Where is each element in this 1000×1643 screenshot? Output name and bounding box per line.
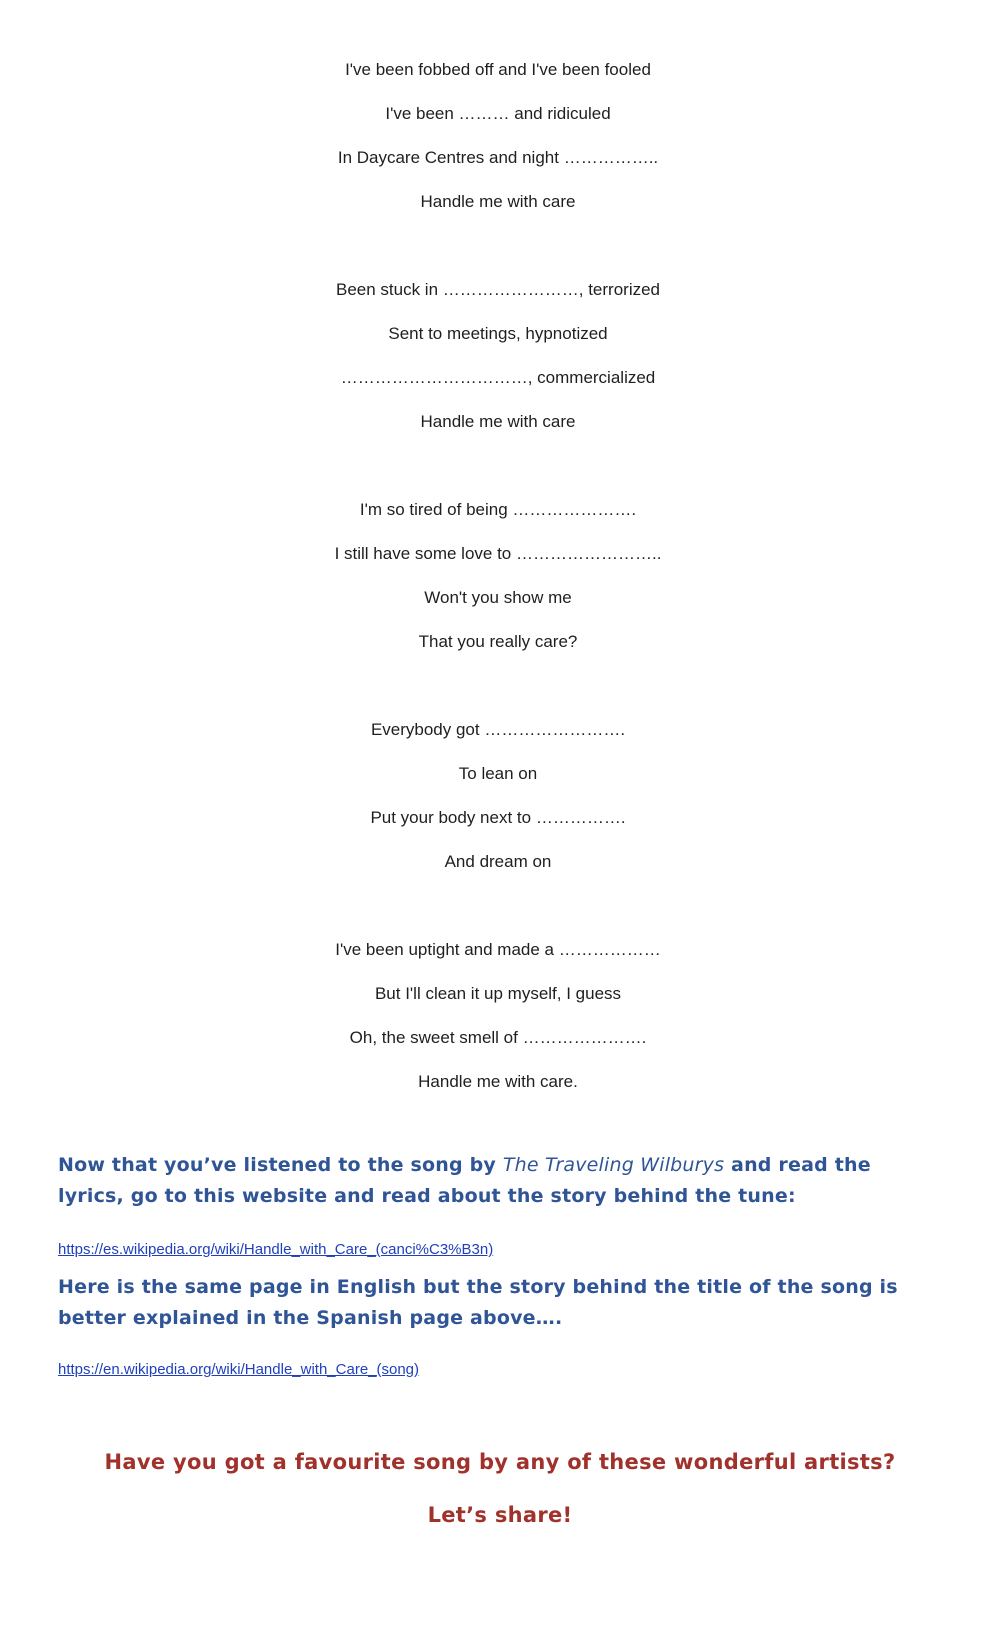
lyric-line: I'm so tired of being …………………. xyxy=(359,500,637,519)
lyric-line: To lean on xyxy=(458,764,538,783)
closing-question: Have you got a favourite song by any of these wonderful artists? xyxy=(104,1450,896,1474)
lyric-line: Put your body next to ……………. xyxy=(370,808,626,827)
lyric-line: I've been fobbed off and I've been fooled xyxy=(345,60,651,79)
lyric-line: Handle me with care. xyxy=(418,1072,578,1091)
closing-share: Let’s share! xyxy=(427,1503,573,1527)
lyric-line: Sent to meetings, hypnotized xyxy=(388,324,608,343)
stanza-1 xyxy=(0,60,1000,236)
lyric-line: Handle me with care xyxy=(420,192,576,211)
stanza-4 xyxy=(0,720,1000,896)
lyric-line: Been stuck in ……………………, terrorized xyxy=(335,280,661,299)
lyric-line: In Daycare Centres and night …………….. xyxy=(337,148,659,167)
english-wikipedia-link[interactable]: https://en.wikipedia.org/wiki/Handle_with_Care_(song) xyxy=(58,1361,420,1378)
english-note-paragraph: Here is the same page in English but the story behind the title of the song is better explained in the Spanish page above…. xyxy=(58,1276,898,1329)
stanza-3 xyxy=(0,500,1000,676)
lyric-line: Won't you show me xyxy=(424,588,572,607)
stanza-2 xyxy=(0,280,1000,456)
lyric-line: Everybody got ……………………. xyxy=(370,720,626,739)
stanza-5 xyxy=(0,940,1000,1116)
lyrics xyxy=(0,60,1000,1160)
lyric-line: I've been uptight and made a ……………… xyxy=(335,940,661,959)
lyric-line: I've been ……… and ridiculed xyxy=(385,104,611,123)
lyric-line: Handle me with care xyxy=(420,412,576,431)
lyric-line: That you really care? xyxy=(418,632,578,651)
lyric-line: And dream on xyxy=(444,852,552,871)
song-intro-paragraph xyxy=(58,1150,938,1212)
lyric-line: ……………………………, commercialized xyxy=(340,368,656,387)
lyric-line: I still have some love to …………………….. xyxy=(334,544,662,563)
lyric-line: But I'll clean it up myself, I guess xyxy=(374,984,622,1003)
lyric-line: Oh, the sweet smell of …………………. xyxy=(349,1028,647,1047)
band-name: The Traveling Wilburys xyxy=(502,1154,725,1176)
intro-text-after: and read the lyrics, go to this website and read about the story behind the tune: xyxy=(58,1154,871,1207)
intro-text-before: Now that you’ve listened to the song by xyxy=(58,1154,503,1176)
spanish-wikipedia-link[interactable]: https://es.wikipedia.org/wiki/Handle_with_Care_(canci%C3%B3n) xyxy=(58,1241,494,1258)
